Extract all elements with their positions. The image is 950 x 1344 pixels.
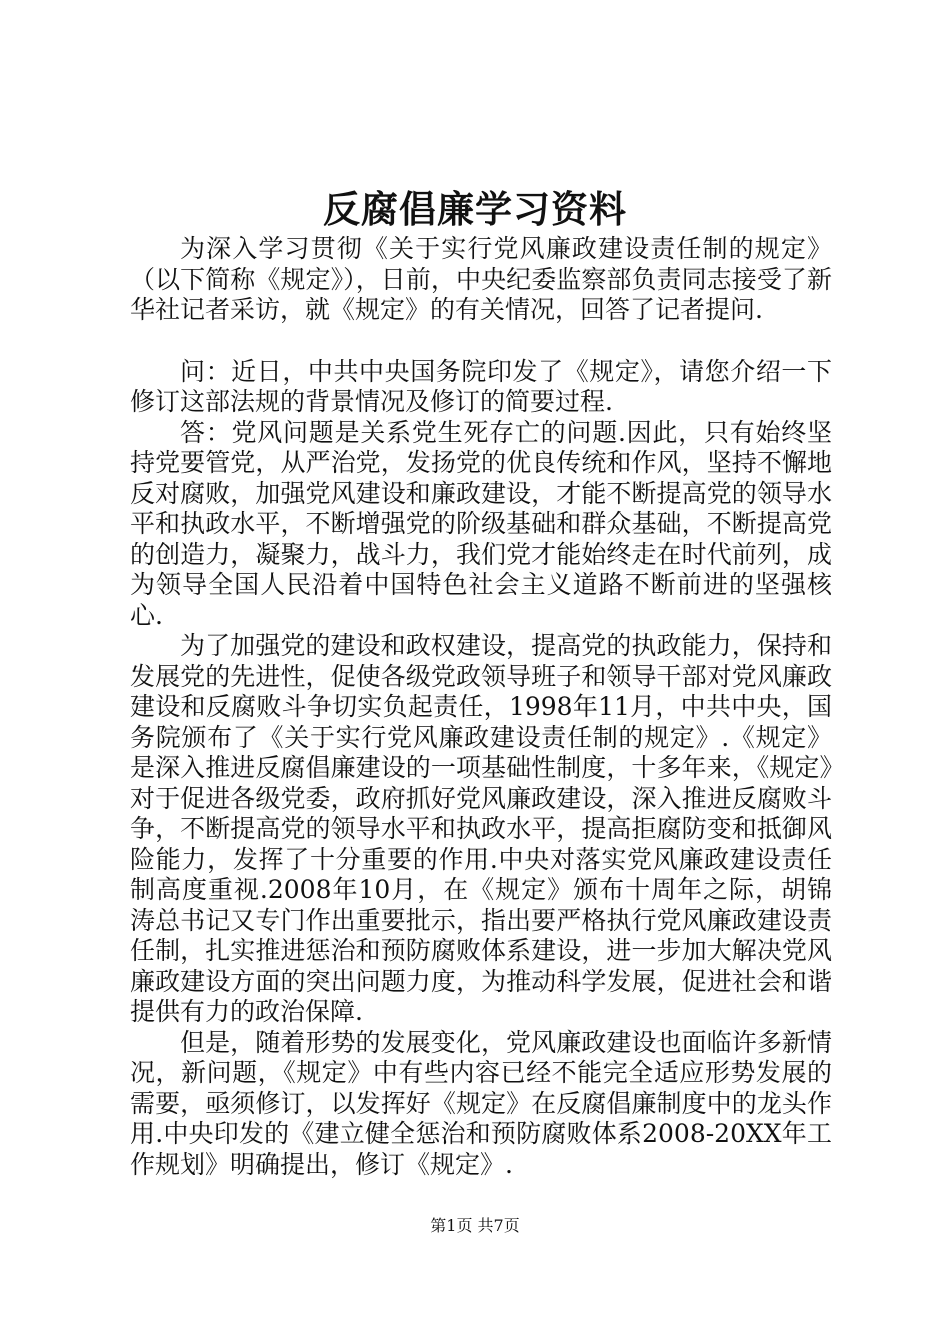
document-title: 反腐倡廉学习资料 xyxy=(323,187,627,231)
background-paragraph: 为了加强党的建设和政权建设，提高党的执政能力，保持和发展党的先进性，促使各级党政领导班子和领导干部对党风廉政建设和反腐败斗争切实负起责任，1998年11月，中共中央，国务院颁布了《关于实行党风廉政建设责任制的规定》.《规定》是深入推进反腐倡廉建设的一项基础性制度，十多年来，《规定》对于促进各级党委，政府抓好党风廉政建设，深入推进反腐败斗争，不断提高党的领导水平和执政水平，提高拒腐防变和抵御风险能力，发挥了十分重要的作用.中央对落实党风廉政建设责任制高度重视.2008年10月，在《规定》颁布十周年之际，胡锦涛总书记又专门作出重要批示，指出要严格执行党风廉政建设责任制，扎实推进惩治和预防腐败体系建设，进一步加大解决党风廉政建设方面的突出问题力度，为推动科学发展，促进社会和谐提供有力的政治保障. xyxy=(130,631,832,1026)
paragraph-spacer xyxy=(130,326,832,357)
question-paragraph: 问：近日，中共中央国务院印发了《规定》，请您介绍一下修订这部法规的背景情况及修订的简要过程. xyxy=(130,356,832,416)
document-body xyxy=(130,234,832,1180)
page-indicator: 第1页 共7页 xyxy=(430,1216,520,1235)
revision-paragraph: 但是，随着形势的发展变化，党风廉政建设也面临许多新情况，新问题，《规定》中有些内容已经不能完全适应形势发展的需要，亟须修订，以发挥好《规定》在反腐倡廉制度中的龙头作用.中央印发的《建立健全惩治和预防腐败体系2008-20XX年工作规划》明确提出，修订《规定》. xyxy=(130,1027,832,1179)
intro-paragraph: 为深入学习贯彻《关于实行党风廉政建设责任制的规定》（以下简称《规定》），日前，中央纪委监察部负责同志接受了新华社记者采访，就《规定》的有关情况，回答了记者提问. xyxy=(130,234,832,324)
answer-paragraph: 答：党风问题是关系党生死存亡的问题.因此，只有始终坚持党要管党，从严治党，发扬党的优良传统和作风，坚持不懈地反对腐败，加强党风建设和廉政建设，才能不断提高党的领导水平和执政水平，不断增强党的阶级基础和群众基础，不断提高党的创造力，凝聚力，战斗力，我们党才能始终走在时代前列，成为领导全国人民沿着中国特色社会主义道路不断前进的坚强核心. xyxy=(130,417,832,630)
